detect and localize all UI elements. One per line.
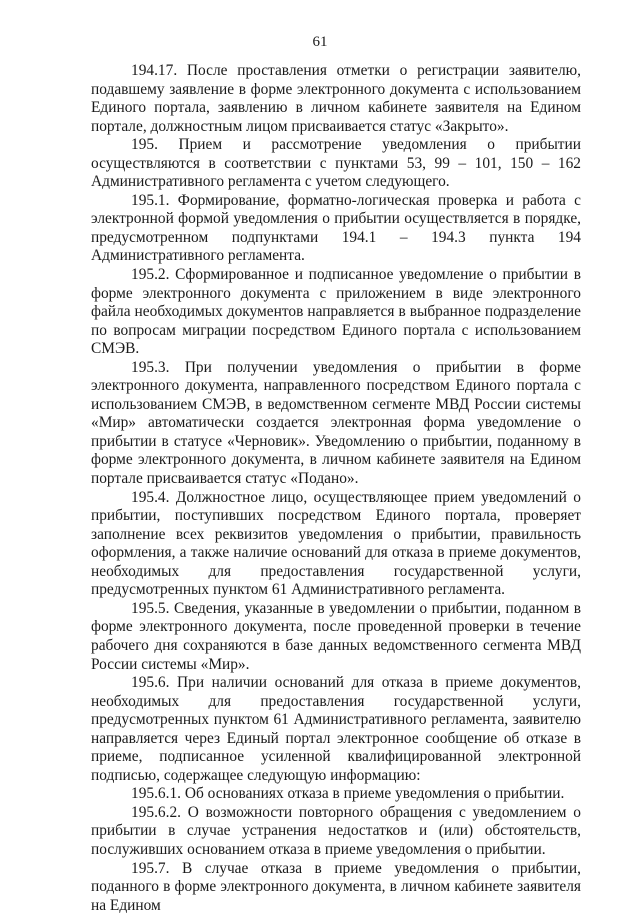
- paragraph-195-6: 195.6. При наличии оснований для отказа в приеме документов, необходимых для предоставления государственной услуги, предусмотренных пунктом 61 Административного регламента, заявителю направляется через Единый портал электронное сообщение об отказе в приеме, подписанное усиленной квалифицированной электронной подписью, содержащее следующую информацию:: [91, 674, 581, 784]
- paragraph-195-3: 195.3. При получении уведомления о прибытии в форме электронного документа, направленного посредством Единого портала с использованием СМЭВ, в ведомственном сегменте МВД России системы «Мир» автоматически создается электронная форма уведомление о прибытии в статусе «Черновик». Уведомлению о прибытии, поданному в форме электронного документа, в личном кабинете заявителя на Едином портале присваивается статус «Подано».: [91, 358, 581, 488]
- paragraph-195-1: 195.1. Формирование, форматно-логическая проверка и работа с электронной формой уведомления о прибытии осуществляется в порядке, предусмотренном подпунктами 194.1 – 194.3 пункта 194 Административного регламента.: [91, 191, 581, 265]
- paragraph-195-6-2: 195.6.2. О возможности повторного обращения с уведомлением о прибытии в случае устранения недостатков и (или) обстоятельств, послуживших основанием отказа в приеме уведомления о прибытии.: [91, 803, 581, 858]
- paragraph-195: 195. Прием и рассмотрение уведомления о прибытии осуществляются в соответствии с пунктами 53, 99 – 101, 150 – 162 Административного регламента с учетом следующего.: [91, 136, 581, 191]
- paragraph-195-4: 195.4. Должностное лицо, осуществляющее прием уведомлений о прибытии, поступивших посредством Единого портала, проверяет заполнение всех реквизитов уведомления о прибытии, правильность оформления, а также наличие оснований для отказа в приеме документов, необходимых для предоставления государственной услуги, предусмотренных пунктом 61 Административного регламента.: [91, 488, 581, 599]
- paragraph-195-6-1: 195.6.1. Об основаниях отказа в приеме уведомления о прибытии.: [131, 785, 565, 803]
- paragraph-195-5: 195.5. Сведения, указанные в уведомлении о прибытии, поданном в форме электронного документа, после проведенной проверки в течение рабочего дня сохраняются в базе данных ведомственного сегмента МВД России системы «Мир».: [91, 599, 581, 673]
- paragraph-195-7: 195.7. В случае отказа в приеме уведомления о прибытии, поданного в форме электронного документа, в личном кабинете заявителя на Едином: [91, 859, 581, 914]
- page-number: 61: [312, 34, 328, 50]
- paragraph-194-17: 194.17. После проставления отметки о регистрации заявителю, подавшему заявление в форме электронного документа с использованием Единого портала, заявлению в личном кабинете заявителя на Едином портале, должностным лицом присваивается статус «Закрыто».: [91, 62, 581, 135]
- paragraph-195-2: 195.2. Сформированное и подписанное уведомление о прибытии в форме электронного документа с приложением в виде электронного файла необходимых документов направляется в выбранное подразделение по вопросам миграции посредством Единого портала с использованием СМЭВ.: [91, 266, 581, 358]
- document-body: [91, 62, 581, 915]
